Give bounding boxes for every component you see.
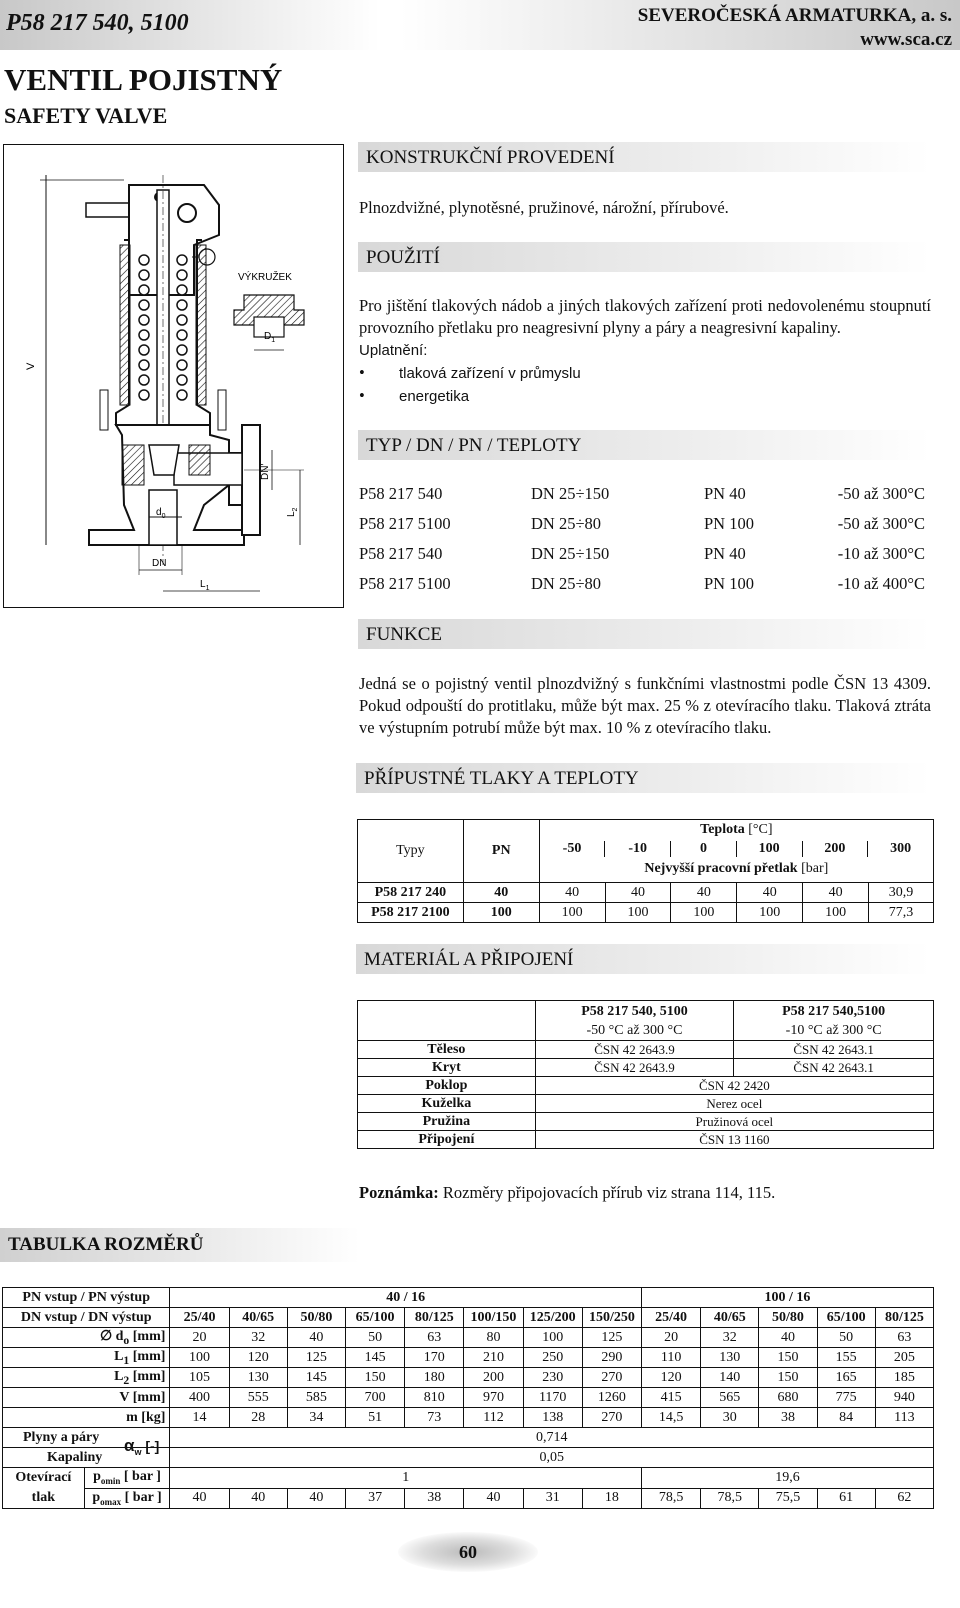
typy-row: P58 217 5100 DN 25÷80 PN 100 -50 až 300°C xyxy=(359,514,925,533)
oteviraci-row-min: Otevírací tlak $p_{omin}$ [ bar ] 1 19,6 xyxy=(3,1468,934,1489)
header-company-band xyxy=(400,0,960,50)
section-pouziti-heading: POUŽITÍ xyxy=(358,242,930,272)
typy-row: P58 217 5100 DN 25÷80 PN 100 -10 až 400°C xyxy=(359,574,925,593)
typy-list xyxy=(359,484,929,604)
dim-row-m: m [kg] 14 28 34 51 73 112 138 270 14,5 30 38 84 113 xyxy=(3,1408,934,1428)
dim-row-v: V [mm] 400 555 585 700 810 970 1170 1260 415 565 680 775 940 xyxy=(3,1388,934,1408)
header-code: P58 217 540, 5100 xyxy=(6,10,189,36)
company-name: SEVEROČESKÁ ARMATURKA, a. s. xyxy=(637,5,952,26)
dim-row-l2: $L_2$ [mm] 105 130 145 150 180 200 230 270 120 140 150 165 185 xyxy=(3,1368,934,1388)
company-web[interactable]: www.sca.cz xyxy=(860,29,952,50)
label-dn-in: DN xyxy=(152,558,167,569)
label-v: V xyxy=(25,362,37,370)
alpha-row-plyny: Plyny a páry 0,714 xyxy=(3,1428,934,1448)
funkce-text: Jedná se o pojistný ventil plnozdvižný s funkčními vlastnostmi podle ČSN 13 4309. Pokud odpouští do protitlaku, může být max. 25 % z otevíracího tlaku. Tlaková ztráta ve výstupním potrubí může být max. 10 % z otevíracího tlaku. xyxy=(359,674,931,737)
tlaky-temp-header: Teplota [°C] -50 -10 0 100 200 300 Nejvyšší pracovní přetlak [bar] xyxy=(539,820,933,883)
pouziti-text: Pro jištění tlakových nádob a jiných tlakových zařízení proti nedovolenému stoupnutí provozního přetlaku pro neagresivní plyny a páry a neagresivní kapaliny. xyxy=(359,296,931,337)
rozmery-table: PN vstup / PN výstup 40 / 16 100 / 16 DN vstup / DN výstup 25/40 40/65 50/80 65/100 80/125 100/150 125/200 150/250 25/40 40/65 50/80 65/100 80/125 ∅ $d_o$ [mm] 20 32 40 50 63 80 100 125 20 32 40 50 63 $L_1$ [mm] 100 120 125 145 170 210 250 290 110 130 150 155 205 $L_2$ [mm] 105 130 145 150 180 200 230 270 120 140 150 165 185 V [mm] 400 555 585 700 810 970 1170 1260 415 565 680 775 940 m [kg] 14 28 34 51 73 112 138 270 14,5 30 38 84 113 Plyny a páry 0,714 Kapaliny 0,05 Otevírací tlak $p_{omin}$ [ bar ] 1 19,6 $p_{omax}$ [ bar ] 40 40 40 37 38 40 31 18 78,5 78,5 75,5 61 62 xyxy=(2,1287,934,1509)
section-konstrukce-heading: KONSTRUKČNÍ PROVEDENÍ xyxy=(358,142,930,172)
pouziti-bullet-1: • tlaková zařízení v průmyslu xyxy=(359,363,581,382)
material-table: P58 217 540, 5100 -50 °C až 300 °C P58 217 540,5100 -10 °C až 300 °C Těleso ČSN 42 2643.9 ČSN 42 2643.1 Kryt ČSN 42 2643.9 ČSN 42 2643.1 Poklop ČSN 42 2420 Kuželka Nerez ocel Pružina Pružinová ocel Připojení ČSN 13 1160 xyxy=(357,1000,934,1149)
typy-row: P58 217 540 DN 25÷150 PN 40 -50 až 300°C xyxy=(359,484,925,503)
tlaky-col-typy: Typy xyxy=(358,820,464,883)
valve-drawing-svg xyxy=(4,145,343,607)
material-note: Poznámka: Rozměry připojovacích přírub viz strana 114, 115. xyxy=(359,1183,776,1202)
label-d0: $d_0$ xyxy=(156,507,166,520)
section-tlaky-heading: PŘÍPUSTNÉ TLAKY A TEPLOTY xyxy=(356,763,930,793)
section-rozmery-heading: TABULKA ROZMĚRŮ xyxy=(0,1228,360,1262)
label-l2: $L_2$ xyxy=(286,507,299,517)
header-code-band xyxy=(0,0,380,50)
tlaky-row: P58 217 240 40 40 40 40 40 40 30,9 xyxy=(358,883,934,903)
title-en: SAFETY VALVE xyxy=(4,103,168,128)
section-material-heading: MATERIÁL A PŘIPOJENÍ xyxy=(356,944,930,974)
label-l1: $L_1$ xyxy=(200,579,210,592)
section-funkce-heading: FUNKCE xyxy=(358,619,930,649)
label-d1: $D_1$ xyxy=(264,331,276,344)
oteviraci-row-max: $p_{omax}$ [ bar ] 40 40 40 37 38 40 31 18 78,5 78,5 75,5 61 62 xyxy=(3,1488,934,1509)
section-typy-heading: TYP / DN / PN / TEPLOTY xyxy=(358,430,930,460)
alpha-row-kapaliny: Kapaliny 0,05 xyxy=(3,1448,934,1468)
konstrukce-text: Plnozdvižné, plynotěsné, pružinové, nárožní, přírubové. xyxy=(359,198,729,217)
label-dn-out: DN' xyxy=(260,463,271,480)
dim-row-l1: $L_1$ [mm] 100 120 125 145 170 210 250 290 110 130 150 155 205 xyxy=(3,1348,934,1368)
typy-row: P58 217 540 DN 25÷150 PN 40 -10 až 300°C xyxy=(359,544,925,563)
title-cz: VENTIL POJISTNÝ xyxy=(4,62,283,97)
dn-row: DN vstup / DN výstup 25/40 40/65 50/80 65/100 80/125 100/150 125/200 150/250 25/40 40/65 50/80 65/100 80/125 xyxy=(3,1308,934,1328)
pouziti-uplatneni: Uplatnění: xyxy=(359,342,428,359)
tlaky-row: P58 217 2100 100 100 100 100 100 100 77,3 xyxy=(358,903,934,923)
tlaky-col-pn: PN xyxy=(463,820,539,883)
pouziti-bullet-2: • energetika xyxy=(359,386,470,405)
alpha-symbol: $\alpha_w$ [-] xyxy=(124,1436,160,1457)
dim-row-d0: ∅ $d_o$ [mm] 20 32 40 50 63 80 100 125 20 32 40 50 63 xyxy=(3,1328,934,1348)
valve-drawing xyxy=(3,144,344,608)
label-vykruzek: VÝKRUŽEK xyxy=(238,272,292,283)
page-number: 60 xyxy=(398,1532,538,1572)
tlaky-table xyxy=(357,819,934,923)
